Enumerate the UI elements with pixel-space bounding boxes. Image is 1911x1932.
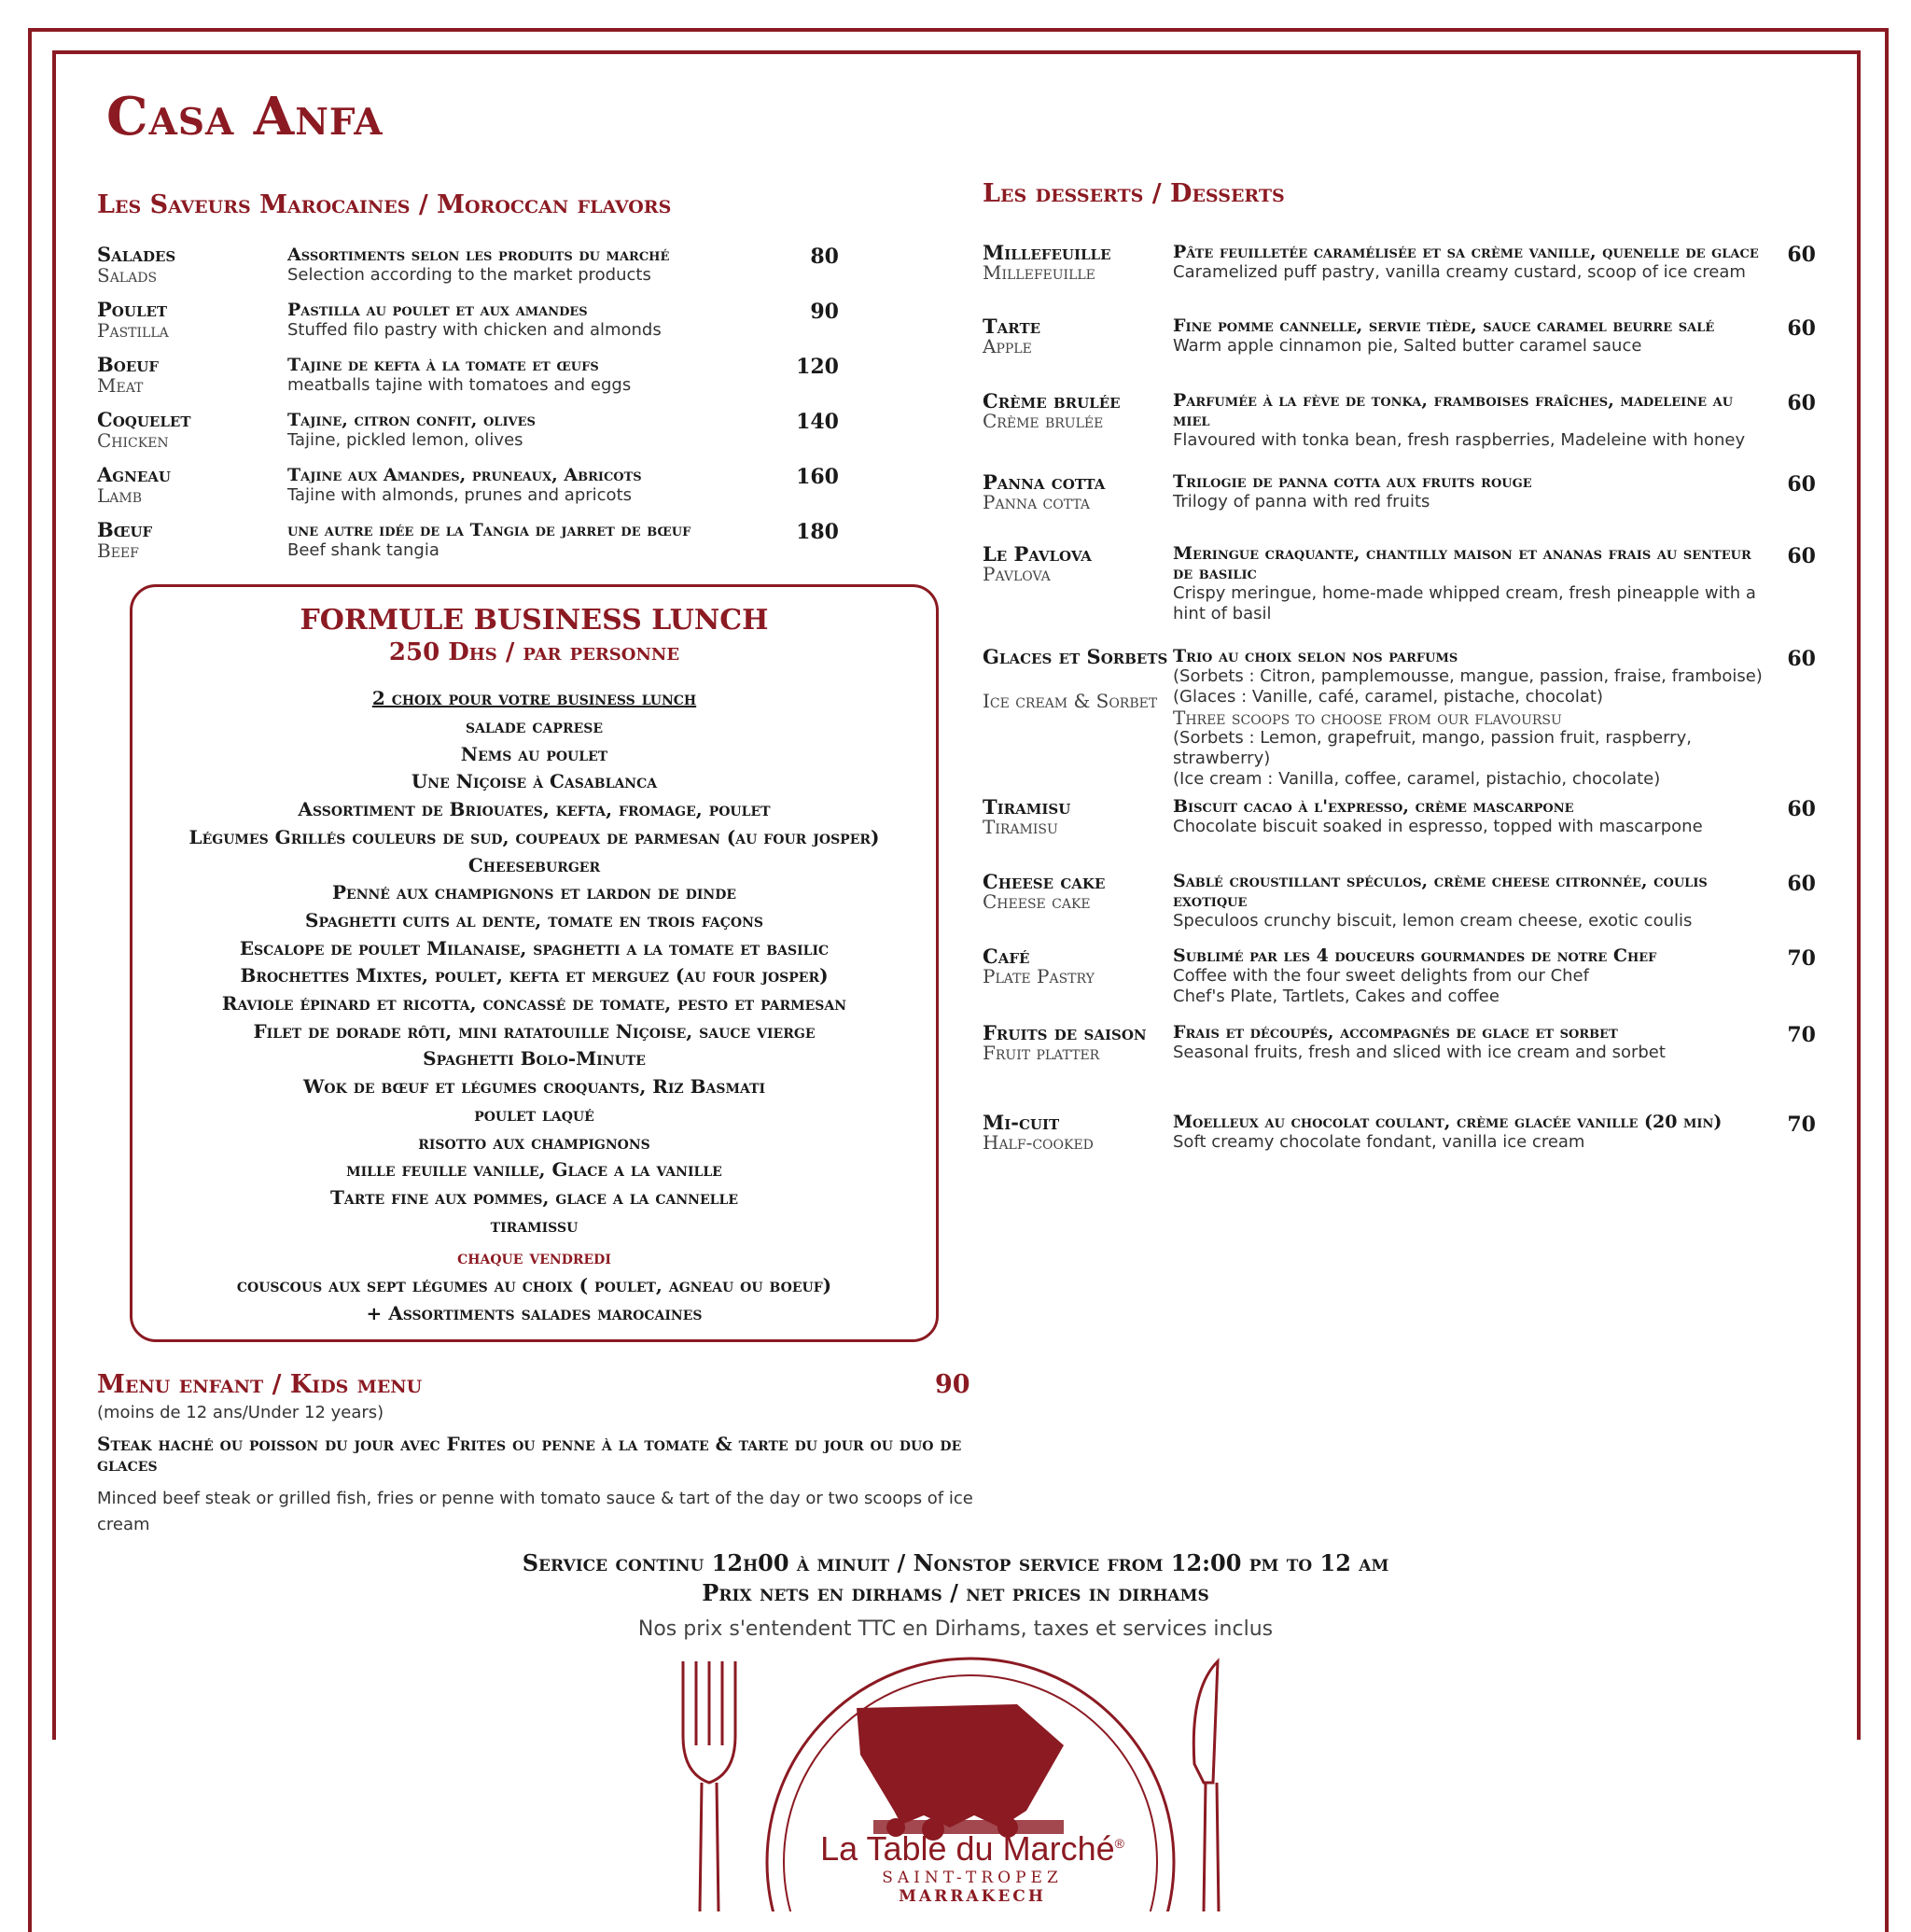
dish-fr: Pâte feuilletée caramélisée et sa crème vanille, quenelle de glace bbox=[1173, 242, 1759, 262]
dish-en: (Ice cream : Vanilla, coffee, caramel, pistachio, chocolate) bbox=[1173, 769, 1661, 789]
dish-en: Tajine with almonds, prunes and apricots bbox=[287, 485, 632, 505]
price: 140 bbox=[796, 410, 839, 434]
dish-en: Chef's Plate, Tartlets, Cakes and coffee bbox=[1173, 987, 1500, 1006]
kids-dish-en: Minced beef steak or grilled fish, fries or penne with tomato sauce & tart of the day or two scoops of ice cream bbox=[97, 1489, 973, 1534]
price: 80 bbox=[810, 245, 839, 269]
category-en: Beef bbox=[97, 539, 139, 562]
friday-dish: couscous aux sept légumes au choix ( poulet, agneau ou boeuf) bbox=[236, 1274, 832, 1297]
service-hours: Service continu 12h00 à minuit / Nonstop service from 12:00 pm to 12 am bbox=[522, 1549, 1389, 1576]
category-en: Meat bbox=[97, 374, 144, 397]
desserts-heading: Les desserts / Desserts bbox=[983, 179, 1285, 208]
fork-icon bbox=[683, 1661, 735, 1911]
moroccan-heading: Les Saveurs Marocaines / Moroccan flavors bbox=[97, 190, 672, 219]
dish-fr: Trio au choix selon nos parfums bbox=[1173, 646, 1458, 666]
list-item: risotto aux champignons bbox=[418, 1130, 650, 1154]
dish-en: Caramelized puff pastry, vanilla creamy custard, scoop of ice cream bbox=[1173, 262, 1746, 282]
price: 180 bbox=[796, 520, 839, 544]
kids-dish-fr: Steak haché ou poisson du jour avec Frites ou penne à la tomate & tarte du jour ou duo de glaces bbox=[97, 1433, 962, 1476]
dish-fr: Biscuit cacao à l'expresso, crème mascarpone bbox=[1173, 796, 1574, 817]
menu-item bbox=[97, 355, 885, 410]
price: 60 bbox=[1787, 391, 1816, 415]
category-en: Panna cotta bbox=[983, 491, 1091, 513]
category-fr: Boeuf bbox=[97, 353, 159, 376]
dish-fr: Tajine aux Amandes, pruneaux, Abricots bbox=[287, 465, 642, 485]
category-fr: Tiramisu bbox=[983, 795, 1071, 819]
dish-fr: Pastilla au poulet et aux amandes bbox=[287, 300, 588, 320]
dish-en: meatballs tajine with tomatoes and eggs bbox=[287, 375, 632, 395]
list-item: Penné aux champignons et lardon de dinde bbox=[331, 881, 737, 904]
list-item: Tarte fine aux pommes, glace a la cannelle bbox=[330, 1185, 738, 1209]
price: 90 bbox=[810, 300, 839, 324]
tax-note: Nos prix s'entendent TTC en Dirhams, taxes et services inclus bbox=[637, 1617, 1274, 1641]
dish-fr: Assortiments selon les produits du marché bbox=[287, 245, 670, 265]
price: 70 bbox=[1787, 1113, 1816, 1137]
list-item: Spaghetti cuits al dente, tomate en trois façons bbox=[305, 908, 763, 931]
price: 60 bbox=[1787, 647, 1816, 671]
dish-fr: Moelleux au chocolat coulant, crème glacée vanille (20 min) bbox=[1173, 1112, 1723, 1132]
category-en: Pavlova bbox=[983, 563, 1051, 585]
business-title: FORMULE BUSINESS LUNCH bbox=[300, 604, 769, 637]
dish-fr: Sublimé par les 4 douceurs gourmandes de notre Chef bbox=[1173, 945, 1657, 966]
menu-item bbox=[97, 410, 885, 465]
list-item: Cheeseburger bbox=[467, 853, 601, 876]
dish-en: Tajine, pickled lemon, olives bbox=[287, 430, 523, 450]
category-fr: Agneau bbox=[97, 463, 171, 486]
category-en: Millefeuille bbox=[983, 261, 1095, 284]
friday-extra: + Assortiments salades marocaines bbox=[366, 1302, 703, 1325]
category-fr: Salades bbox=[97, 243, 176, 266]
business-list bbox=[133, 713, 936, 1239]
prices-note: Prix nets en dirhams / net prices in dirhams bbox=[702, 1579, 1209, 1606]
kids-age: (moins de 12 ans/Under 12 years) bbox=[97, 1403, 384, 1422]
logo-location-1: SAINT-TROPEZ bbox=[882, 1869, 1063, 1887]
category-en: Plate Pastry bbox=[983, 965, 1095, 987]
dish-en: Trilogy of panna with red fruits bbox=[1173, 492, 1430, 511]
price: 60 bbox=[1787, 472, 1816, 497]
menu-item bbox=[97, 245, 885, 300]
category-fr: Le Pavlova bbox=[983, 542, 1092, 566]
list-item: Légumes Grillés couleurs de sud, coupeaux de parmesan (au four josper) bbox=[188, 825, 880, 848]
knife-icon bbox=[1193, 1661, 1219, 1911]
kids-price: 90 bbox=[935, 1370, 970, 1399]
dish-fr: Tajine, citron confit, olives bbox=[287, 410, 536, 430]
category-en: Apple bbox=[983, 335, 1032, 357]
category-fr: Tarte bbox=[983, 315, 1041, 338]
price: 70 bbox=[1787, 946, 1816, 971]
friday-label: chaque vendredi bbox=[457, 1246, 611, 1269]
category-fr: Panna cotta bbox=[983, 470, 1106, 494]
category-fr: Mi-cuit bbox=[983, 1111, 1060, 1134]
menu-item bbox=[97, 520, 885, 575]
price: 60 bbox=[1787, 797, 1816, 821]
category-en: Salads bbox=[97, 264, 158, 287]
dish-fr: Frais et découpés, accompagnés de glace et sorbet bbox=[1173, 1022, 1618, 1043]
kids-heading: Menu enfant / Kids menu bbox=[97, 1370, 423, 1399]
list-item: Spaghetti Bolo-Minute bbox=[423, 1047, 646, 1071]
logo-name: La Table du Marché® bbox=[820, 1829, 1124, 1868]
restaurant-title: Casa Anfa bbox=[106, 86, 384, 147]
list-item: Une Niçoise à Casablanca bbox=[411, 770, 658, 793]
menu-item bbox=[97, 465, 885, 520]
category-fr: Bœuf bbox=[97, 518, 153, 541]
category-en: Pastilla bbox=[97, 319, 169, 342]
category-fr: Coquelet bbox=[97, 408, 191, 431]
dish-en: Coffee with the four sweet delights from our Chef bbox=[1173, 966, 1589, 986]
price: 60 bbox=[1787, 872, 1816, 896]
list-item: tiramissu bbox=[490, 1213, 579, 1237]
price: 60 bbox=[1787, 243, 1816, 267]
dish-en: Seasonal fruits, fresh and sliced with ice cream and sorbet bbox=[1173, 1043, 1666, 1062]
category-fr: Millefeuille bbox=[983, 241, 1111, 264]
category-en: Cheese cake bbox=[983, 890, 1091, 913]
category-fr: Crème brulée bbox=[983, 389, 1121, 413]
price: 60 bbox=[1787, 544, 1816, 568]
dish-en: Stuffed filo pastry with chicken and almonds bbox=[287, 320, 662, 340]
moroccan-list bbox=[97, 245, 885, 575]
category-en: Fruit platter bbox=[983, 1042, 1100, 1064]
dish-en: Warm apple cinnamon pie, Salted butter caramel sauce bbox=[1173, 336, 1642, 356]
price: 160 bbox=[796, 465, 839, 489]
logo-location-2: MARRAKECH bbox=[899, 1887, 1046, 1906]
list-item: Brochettes Mixtes, poulet, kefta et merguez (au four josper) bbox=[240, 964, 829, 987]
list-item: Nems au poulet bbox=[460, 742, 608, 765]
category-en: Crème brulée bbox=[983, 410, 1104, 432]
business-lunch-box bbox=[130, 584, 939, 1342]
dish-en: (Sorbets : Lemon, grapefruit, mango, passion fruit, raspberry, strawberry) bbox=[1173, 728, 1692, 768]
dish-fr: Tajine de kefta à la tomate et œufs bbox=[287, 355, 599, 375]
list-item: mille feuille vanille, Glace a la vanille bbox=[346, 1158, 722, 1182]
category-fr: Glaces et Sorbets bbox=[983, 645, 1168, 668]
list-item: poulet laqué bbox=[474, 1102, 594, 1126]
price: 60 bbox=[1787, 316, 1816, 341]
dish-fr: Parfumée à la fève de tonka, framboises fraîches, madeleine au miel bbox=[1173, 390, 1734, 430]
category-en: Half-cooked bbox=[983, 1131, 1094, 1154]
category-fr: Café bbox=[983, 945, 1030, 968]
dish-en: (Glaces : Vanille, café, caramel, pistache, chocolat) bbox=[1173, 687, 1603, 707]
category-fr: Poulet bbox=[97, 298, 168, 321]
list-item: Filet de dorade rôti, mini ratatouille Niçoise, sauce vierge bbox=[253, 1019, 816, 1043]
list-item: Wok de bœuf et légumes croquants, Riz Basmati bbox=[302, 1075, 766, 1099]
list-item: Raviole épinard et ricotta, concassé de tomate, pesto et parmesan bbox=[221, 992, 847, 1015]
category-en: Tiramisu bbox=[983, 816, 1058, 838]
list-item: Escalope de poulet Milanaise, spaghetti a la tomate et basilic bbox=[239, 936, 830, 959]
business-subtitle: 250 Dhs / par personne bbox=[388, 638, 680, 666]
dish-en: Speculoos crunchy biscuit, lemon cream cheese, exotic coulis bbox=[1173, 911, 1693, 931]
category-en: Chicken bbox=[97, 429, 169, 452]
dish-en: Selection according to the market products bbox=[287, 265, 651, 285]
dish-en: Crispy meringue, home-made whipped cream, fresh pineapple with a hint of basil bbox=[1173, 583, 1756, 623]
awning-icon bbox=[857, 1704, 1064, 1841]
category-en: Ice cream & Sorbet bbox=[983, 690, 1158, 712]
dish-en: Flavoured with tonka bean, fresh raspberries, Madeleine with honey bbox=[1173, 430, 1746, 450]
dish-en: Beef shank tangia bbox=[287, 540, 439, 560]
menu-item bbox=[97, 300, 885, 355]
price: 120 bbox=[796, 355, 839, 379]
category-en: Lamb bbox=[97, 484, 143, 507]
category-fr: Fruits de saison bbox=[983, 1021, 1147, 1044]
dish-fr: Fine pomme cannelle, servie tiède, sauce caramel beurre salé bbox=[1173, 315, 1715, 336]
category-fr: Cheese cake bbox=[983, 870, 1106, 893]
dish-en: Chocolate biscuit soaked in espresso, topped with mascarpone bbox=[1173, 817, 1703, 836]
price: 70 bbox=[1787, 1023, 1816, 1047]
dish-en: (Sorbets : Citron, pamplemousse, mangue, passion, fraise, framboise) bbox=[1173, 666, 1763, 686]
list-item: salade caprese bbox=[465, 715, 604, 737]
business-choices-label: 2 choix pour votre business lunch bbox=[371, 687, 697, 709]
dish-fr: Sablé croustillant spéculos, crème cheese citronnée, coulis exotique bbox=[1173, 871, 1708, 911]
dish-fr: Meringue craquante, chantilly maison et ananas frais au senteur de basilic bbox=[1173, 543, 1751, 583]
dish-fr: Trilogie de panna cotta aux fruits rouge bbox=[1173, 471, 1532, 492]
dish-en: Three scoops to choose from our flavoursu bbox=[1173, 707, 1562, 729]
dish-fr: une autre idée de la Tangia de jarret de bœuf bbox=[287, 520, 691, 540]
dish-en: Soft creamy chocolate fondant, vanilla ice cream bbox=[1173, 1132, 1585, 1152]
list-item: Assortiment de Briouates, kefta, fromage, poulet bbox=[298, 798, 771, 821]
